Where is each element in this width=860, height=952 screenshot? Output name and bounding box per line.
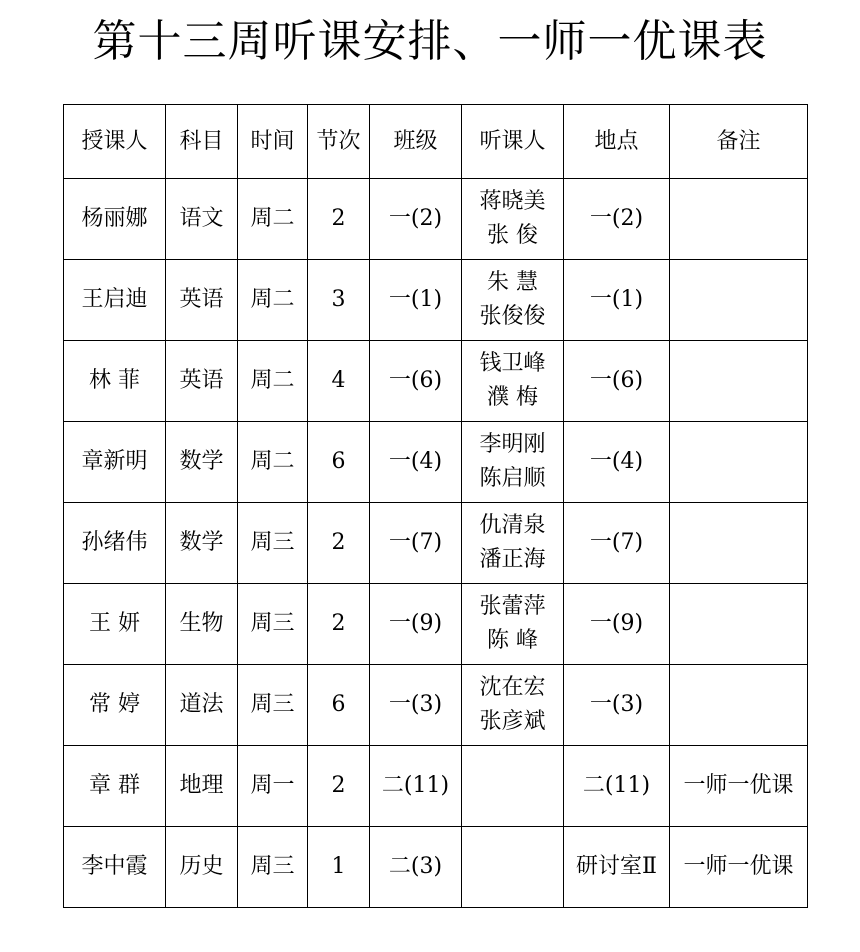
class-cell: 一(6): [370, 341, 462, 422]
class-cell: 一(2): [370, 179, 462, 260]
day-cell: 周三: [238, 584, 308, 665]
class-cell: 一(7): [370, 503, 462, 584]
location-cell: 一(1): [564, 260, 670, 341]
note-cell: [670, 260, 808, 341]
header-observers: 听课人: [462, 105, 564, 179]
subject-cell: 地理: [166, 746, 238, 827]
observers-cell: [462, 746, 564, 827]
header-teacher: 授课人: [64, 105, 166, 179]
note-cell: 一师一优课: [670, 746, 808, 827]
period-cell: 2: [308, 503, 370, 584]
day-cell: 周三: [238, 665, 308, 746]
location-cell: 一(4): [564, 422, 670, 503]
note-cell: [670, 665, 808, 746]
table-row: [64, 260, 808, 341]
subject-cell: 道法: [166, 665, 238, 746]
location-cell: 一(6): [564, 341, 670, 422]
table-row: [64, 827, 808, 908]
observers-cell: [462, 827, 564, 908]
subject-cell: 历史: [166, 827, 238, 908]
header-subject: 科目: [166, 105, 238, 179]
note-cell: [670, 503, 808, 584]
day-cell: 周二: [238, 341, 308, 422]
class-cell: 一(4): [370, 422, 462, 503]
location-cell: 一(7): [564, 503, 670, 584]
class-cell: 一(3): [370, 665, 462, 746]
subject-cell: 生物: [166, 584, 238, 665]
table-row: [64, 665, 808, 746]
location-cell: 一(2): [564, 179, 670, 260]
day-cell: 周三: [238, 503, 308, 584]
header-day: 时间: [238, 105, 308, 179]
day-cell: 周三: [238, 827, 308, 908]
period-cell: 2: [308, 584, 370, 665]
observers-cell: 钱卫峰 濮 梅: [462, 341, 564, 422]
class-cell: 一(1): [370, 260, 462, 341]
table-row: [64, 422, 808, 503]
subject-cell: 英语: [166, 260, 238, 341]
table-row: [64, 179, 808, 260]
period-cell: 2: [308, 179, 370, 260]
class-cell: 二(3): [370, 827, 462, 908]
teacher-cell: 常 婷: [64, 665, 166, 746]
period-cell: 1: [308, 827, 370, 908]
location-cell: 一(3): [564, 665, 670, 746]
note-cell: [670, 584, 808, 665]
day-cell: 周二: [238, 422, 308, 503]
observers-cell: 仇清泉 潘正海: [462, 503, 564, 584]
teacher-cell: 孙绪伟: [64, 503, 166, 584]
subject-cell: 数学: [166, 503, 238, 584]
note-cell: [670, 422, 808, 503]
note-cell: [670, 341, 808, 422]
table-row: [64, 503, 808, 584]
observers-cell: 李明刚 陈启顺: [462, 422, 564, 503]
period-cell: 2: [308, 746, 370, 827]
period-cell: 3: [308, 260, 370, 341]
observers-cell: 张蕾萍 陈 峰: [462, 584, 564, 665]
page-title: 第十三周听课安排、一师一优课表: [92, 16, 768, 67]
header-row: [64, 105, 808, 179]
period-cell: 6: [308, 422, 370, 503]
table-row: [64, 746, 808, 827]
observers-cell: 沈在宏 张彦斌: [462, 665, 564, 746]
day-cell: 周二: [238, 260, 308, 341]
header-period: 节次: [308, 105, 370, 179]
teacher-cell: 李中霞: [64, 827, 166, 908]
class-cell: 二(11): [370, 746, 462, 827]
period-cell: 6: [308, 665, 370, 746]
observers-cell: 朱 慧 张俊俊: [462, 260, 564, 341]
teacher-cell: 王 妍: [64, 584, 166, 665]
note-cell: [670, 179, 808, 260]
teacher-cell: 林 菲: [64, 341, 166, 422]
subject-cell: 英语: [166, 341, 238, 422]
subject-cell: 语文: [166, 179, 238, 260]
location-cell: 二(11): [564, 746, 670, 827]
location-cell: 研讨室Ⅱ: [564, 827, 670, 908]
subject-cell: 数学: [166, 422, 238, 503]
table-row: [64, 584, 808, 665]
teacher-cell: 杨丽娜: [64, 179, 166, 260]
class-cell: 一(9): [370, 584, 462, 665]
period-cell: 4: [308, 341, 370, 422]
header-location: 地点: [564, 105, 670, 179]
header-note: 备注: [670, 105, 808, 179]
day-cell: 周一: [238, 746, 308, 827]
header-class: 班级: [370, 105, 462, 179]
table-row: [64, 341, 808, 422]
location-cell: 一(9): [564, 584, 670, 665]
note-cell: 一师一优课: [670, 827, 808, 908]
observers-cell: 蒋晓美 张 俊: [462, 179, 564, 260]
day-cell: 周二: [238, 179, 308, 260]
teacher-cell: 王启迪: [64, 260, 166, 341]
teacher-cell: 章新明: [64, 422, 166, 503]
schedule-table: [63, 104, 808, 908]
teacher-cell: 章 群: [64, 746, 166, 827]
